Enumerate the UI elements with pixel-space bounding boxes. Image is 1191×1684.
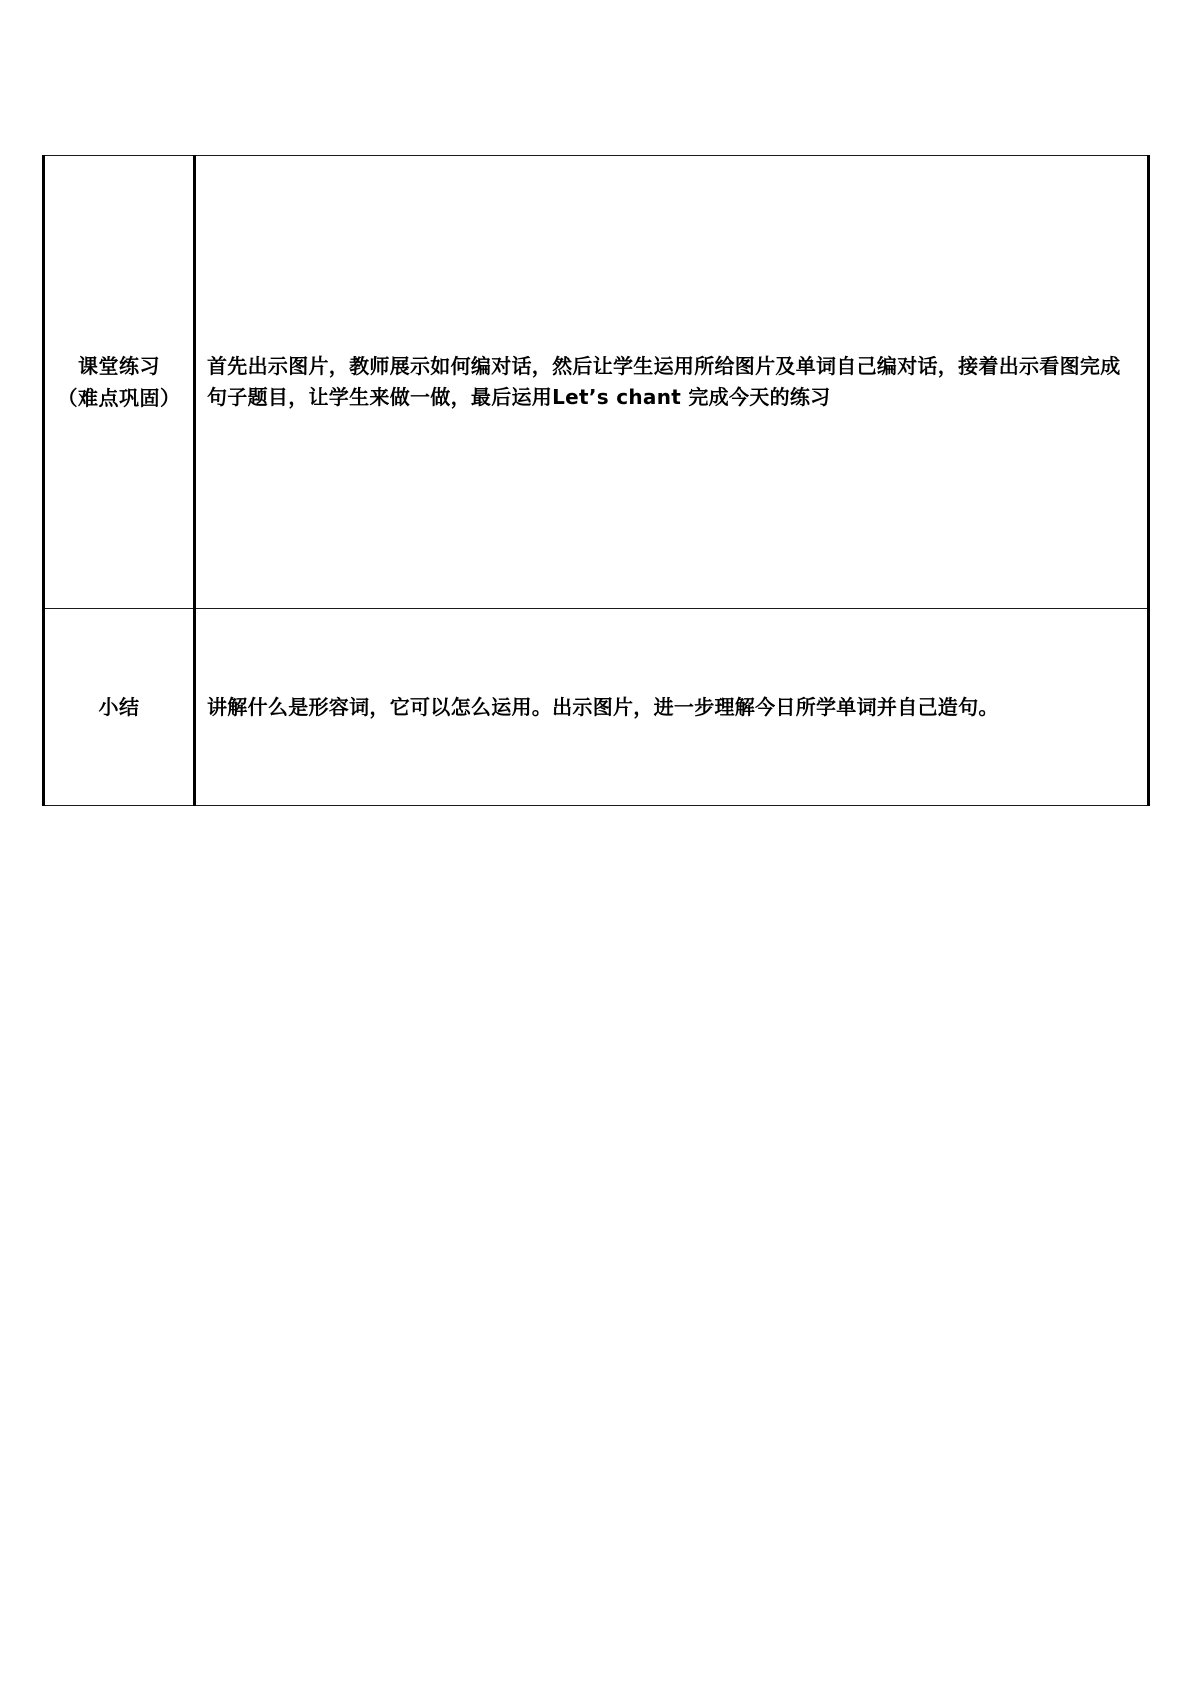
table-row-summary	[44, 609, 1149, 806]
lesson-plan-table	[42, 155, 1150, 806]
row-label-cell	[44, 609, 195, 806]
row-label: 小结	[98, 695, 140, 719]
table-row-classroom-practice	[44, 156, 1149, 609]
row-content-cell	[195, 156, 1149, 609]
row-content-text: 讲解什么是形容词，它可以怎么运用。出示图片，进一步理解今日所学单词并自己造句。	[207, 694, 999, 719]
row-sublabel: （难点巩固）	[57, 386, 181, 410]
row-label: 课堂练习	[78, 354, 160, 378]
row-content-text: 首先出示图片，教师展示如何编对话，然后让学生运用所给图片及单词自己编对话，接着出示看图完成句子题目，让学生来做一做，最后运用Let’s chant 完成今天的练习	[207, 354, 1121, 409]
row-label-cell	[44, 156, 195, 609]
row-content-cell	[195, 609, 1149, 806]
